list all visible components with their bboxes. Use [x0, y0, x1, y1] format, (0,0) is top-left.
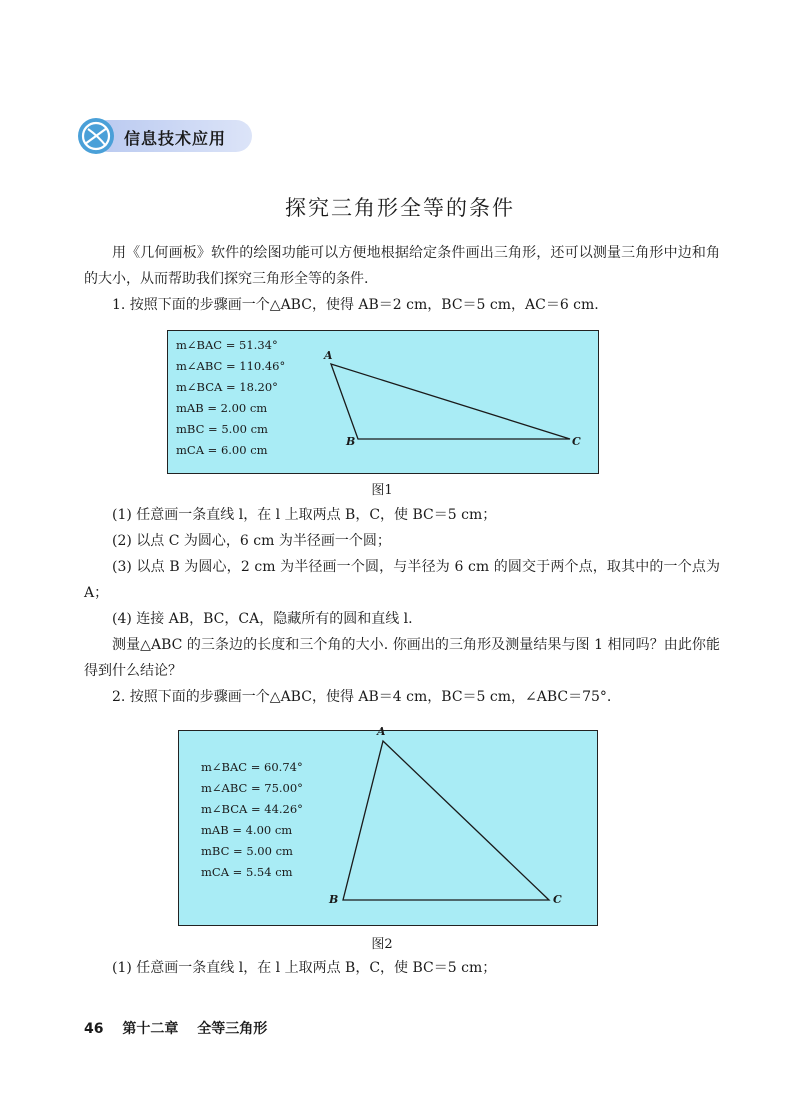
triangle-2-point-a: A [377, 725, 386, 738]
triangle-2-point-c: C [553, 893, 562, 906]
figure-1-caption: 图1 [371, 483, 393, 498]
figure-2-caption: 图2 [371, 937, 393, 952]
section-banner [76, 116, 252, 156]
step-1-2: (2) 以点 C 为圆心，6 cm 为半径画一个圆； [112, 533, 391, 549]
step-1-4: (4) 连接 AB，BC，CA，隐藏所有的圆和直线 l. [112, 611, 413, 627]
measure-angle-bac: m∠BAC = 51.34° [176, 338, 278, 352]
triangle-1-point-b: B [346, 435, 356, 448]
task-1: 1. 按照下面的步骤画一个△ABC，使得 AB＝2 cm，BC＝5 cm，AC＝6 cm. [112, 297, 599, 313]
page-footer [84, 1018, 281, 1038]
step-1-1: (1) 任意画一条直线 l，在 l 上取两点 B，C，使 BC＝5 cm； [112, 507, 497, 523]
triangle-2-shape [343, 741, 549, 900]
step-2-1: (1) 任意画一条直线 l，在 l 上取两点 B，C，使 BC＝5 cm； [112, 960, 497, 976]
chapter-title: 全等三角形 [197, 1021, 268, 1037]
figure-1 [167, 330, 599, 474]
triangle-2-point-b: B [329, 893, 339, 906]
measure-angle-bca: m∠BCA = 18.20° [176, 380, 278, 394]
triangle-2 [179, 731, 597, 925]
triangle-1 [168, 331, 598, 473]
measure-side-ca: mCA = 5.54 cm [201, 865, 293, 879]
figure-2 [178, 725, 598, 926]
measure-angle-bac: m∠BAC = 60.74° [201, 760, 303, 774]
measure-side-ab: mAB = 4.00 cm [201, 823, 293, 837]
measure-side-bc: mBC = 5.00 cm [201, 844, 293, 858]
measure-angle-bca: m∠BCA = 44.26° [201, 802, 303, 816]
measure-angle-abc: m∠ABC = 75.00° [201, 781, 303, 795]
triangle-1-point-c: C [572, 435, 581, 448]
measure-side-ab: mAB = 2.00 cm [176, 401, 268, 415]
measure-side-bc: mBC = 5.00 cm [176, 422, 268, 436]
chapter-number: 第十二章 [122, 1021, 179, 1037]
triangle-1-shape [331, 364, 570, 439]
measure-side-ca: mCA = 6.00 cm [176, 443, 268, 457]
task-2: 2. 按照下面的步骤画一个△ABC，使得 AB＝4 cm，BC＝5 cm，∠ABC＝75°. [112, 689, 612, 705]
info-tech-logo-icon [76, 116, 116, 156]
banner-label: 信息技术应用 [124, 129, 227, 148]
measure-angle-abc: m∠ABC = 110.46° [176, 359, 286, 373]
page-number: 46 [84, 1021, 104, 1037]
intro-paragraph: 用《几何画板》软件的绘图功能可以方便地根据给定条件画出三角形，还可以测量三角形中边和角的大小，从而帮助我们探究三角形全等的条件. [84, 245, 720, 287]
step-1-3: (3) 以点 B 为圆心，2 cm 为半径画一个圆，与半径为 6 cm 的圆交于两个点，取其中的一个点为 A； [84, 559, 720, 601]
page-title: 探究三角形全等的条件 [285, 196, 515, 220]
question-paragraph: 测量△ABC 的三条边的长度和三个角的大小. 你画出的三角形及测量结果与图 1 相同吗？由此你能得到什么结论？ [84, 637, 720, 679]
triangle-1-point-a: A [324, 349, 333, 362]
